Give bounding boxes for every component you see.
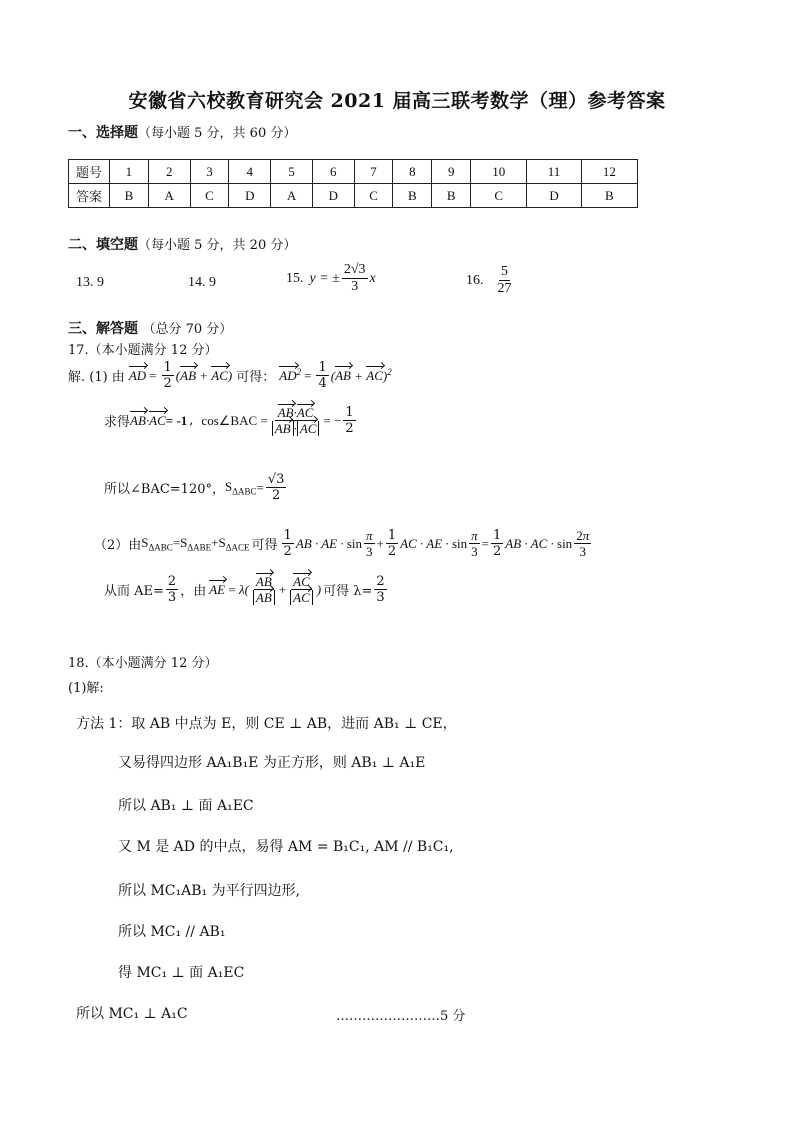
q18-score: ……………………5 分: [336, 1009, 466, 1024]
answer-table-cell: A: [271, 184, 313, 208]
answer-table-cell: C: [354, 184, 393, 208]
answer-15-label: 15.: [286, 270, 304, 286]
q17-result-line: 求得 AB·AC = -1 , cos∠BAC = $\frac{AB\cdot AC}{AB \cdot AC}$ = − $\frac{1}{2}$: [104, 405, 354, 436]
answer-table-cell: 4: [229, 160, 271, 184]
q17-pi3-a: $\frac{\pi}{3}$: [366, 528, 373, 559]
q17-eq-sign-2: =: [304, 367, 312, 383]
q17-vector-ad: AD: [128, 367, 147, 383]
q17-lambda-text: 可得 λ=: [323, 584, 373, 599]
q17-ae-mid: ，由: [180, 584, 207, 599]
section-choice-note: （每小题 5 分，共 60 分）: [138, 126, 297, 141]
q17-ae-fraction: $\frac{2}{3}$: [167, 574, 177, 605]
section-choice-heading: [68, 122, 296, 142]
q17-part1-mid: 可得：: [236, 370, 276, 385]
answer-table-cell: C: [190, 184, 229, 208]
answer-13: 13. 9: [76, 275, 104, 290]
q17-cos-label: cos∠BAC =: [201, 412, 268, 428]
section-solution-heading: [68, 318, 232, 338]
answer-table-cell: C: [471, 184, 527, 208]
q17-ae-text: 从而 AE=: [104, 584, 164, 599]
q17-2pi3: $\frac{2\pi}{3}$: [576, 528, 590, 559]
q17-area-label: $S_{\Delta ABC}$: [225, 478, 257, 497]
answer-table-cell: 3: [190, 160, 229, 184]
q17-term-a: AB · AE · sin: [295, 535, 363, 551]
q18-line5: 所以 MC₁AB₁ 为平行四边形,: [118, 883, 301, 899]
page-title: 安徽省六校教育研究会 2021 届高三联考数学（理）参考答案: [128, 90, 666, 112]
answer-table-cell: B: [432, 184, 471, 208]
q17-angle-text: 所以∠BAC=120°，: [104, 482, 225, 497]
section-fill-heading: [68, 234, 296, 254]
q17-half-num: 1: [345, 405, 354, 420]
q17-result-prefix: 求得: [104, 415, 131, 430]
q17-vector-ad-squared: $AD^2$: [279, 366, 302, 384]
q17-part1-line: [68, 360, 392, 391]
answer-15-lhs: y = ±: [309, 270, 340, 286]
q17-angle-line: [104, 472, 288, 503]
q18-line6: 所以 MC₁ // AB₁: [118, 924, 226, 940]
answer-16-label: 16.: [466, 272, 484, 288]
answer-table-cell: D: [229, 184, 271, 208]
q17-ae-line: 从而 AE= $\frac{2}{3}$ ，由 AE = λ( $\frac{AB}{AB}$ + $\frac{AC}{AC}$ ) 可得 λ= $\frac{2}{3}$: [104, 574, 385, 605]
answer-15-numerator: 2√3: [343, 262, 366, 277]
q17-area-fraction: [266, 472, 287, 503]
q17-unit-ab: $\frac{AB}{AB}$: [251, 574, 277, 605]
q18-header: 18.（本小题满分 12 分）: [68, 656, 218, 671]
q17-part2-line: （2）由 $S_{\Delta ABC}=S_{\Delta ABE}+S_{\Delta ACE}$ 可得 $\frac{1}{2}$ AB · AE · sin $\frac{\pi}{3}$ + $\frac{1}{2}$ AC · AE · sin $\frac{\pi}{3}$ = $\frac{1}{2}$ AB · AC · sin $\frac{2\pi}{3}$: [94, 528, 590, 559]
answer-16-fraction: [496, 264, 514, 297]
answer-table-cell: B: [110, 184, 149, 208]
q17-part1-prefix: 解. (1) 由: [68, 370, 125, 385]
q17-unit-ac: $\frac{AC}{AC}$: [288, 574, 315, 605]
q17-eq-sign: =: [149, 367, 157, 383]
q18-line2: 又易得四边形 AA₁B₁E 为正方形，则 AB₁ ⊥ A₁E: [118, 755, 426, 771]
answer-table-answer-row: [69, 184, 638, 208]
q17-quarter-fraction: $\frac{1}{4}$: [318, 360, 327, 391]
q17-area-num: √3: [267, 472, 285, 487]
q17-half-a: $\frac{1}{2}$: [283, 528, 292, 559]
q17-half-den: 2: [345, 421, 354, 436]
q17-area-sum: $S_{\Delta ABC}=S_{\Delta ABE}+S_{\Delta ACE}$: [141, 534, 250, 553]
answer-table-cell: 11: [527, 160, 581, 184]
q18-line3: 所以 AB₁ ⊥ 面 A₁EC: [118, 798, 254, 814]
q18-line8: 所以 MC₁ ⊥ A₁C: [76, 1006, 188, 1022]
answer-14: 14. 9: [188, 275, 216, 290]
answer-table-answer-header: 答案: [69, 184, 110, 208]
answer-table-cell: A: [148, 184, 190, 208]
q17-term-c: AB · AC · sin: [505, 535, 573, 551]
section-solution-note: （总分 70 分）: [142, 322, 233, 337]
q18-part1: (1)解:: [68, 681, 104, 696]
q17-cos-half: [343, 405, 355, 436]
q17-lambda-fraction: $\frac{2}{3}$: [376, 574, 385, 605]
q17-term-b: AC · AE · sin: [400, 535, 468, 551]
answer-table-cell: 2: [148, 160, 190, 184]
q17-area-den: 2: [272, 488, 281, 503]
section-fill-note: （每小题 5 分，共 20 分）: [138, 238, 297, 253]
answer-table-cell: 10: [471, 160, 527, 184]
q17-part2-prefix: （2）由: [94, 538, 142, 553]
q17-pi3-b: $\frac{\pi}{3}$: [471, 528, 478, 559]
q17-dot-value: = -1: [165, 412, 188, 428]
answer-table-cell: 8: [393, 160, 432, 184]
section-solution-title: 三、解答题: [68, 321, 138, 337]
answer-table-cell: D: [527, 184, 581, 208]
answer-table-cell: 5: [271, 160, 313, 184]
answer-table-cell: D: [312, 184, 354, 208]
answer-15: [286, 262, 376, 295]
q18-line7: 得 MC₁ ⊥ 面 A₁EC: [118, 965, 245, 981]
answer-table-cell: 6: [312, 160, 354, 184]
q17-half-fraction: $\frac{1}{2}$: [163, 360, 172, 391]
q17-vector-sum: (AB + AC): [175, 367, 233, 383]
q18-line4: 又 M 是 AD 的中点，易得 AM = B₁C₁, AM // B₁C₁,: [118, 839, 454, 855]
answer-15-variable: x: [369, 270, 376, 286]
answer-16-numerator: 5: [501, 264, 508, 279]
answer-16-denominator: 27: [497, 281, 512, 296]
answer-table-cell: 12: [581, 160, 637, 184]
q17-half-b: $\frac{1}{2}$: [387, 528, 397, 559]
q17-vector-sum-squared: (AB + AC)$^2$: [330, 366, 392, 384]
answer-table-cell: 7: [354, 160, 393, 184]
q17-part2-mid: 可得: [251, 538, 278, 553]
q17-cos-value: = −: [323, 412, 342, 428]
answer-table-number-row: [69, 160, 638, 184]
q17-half-c: $\frac{1}{2}$: [492, 528, 502, 559]
q17-ae-vector: AE = λ(: [209, 581, 249, 597]
answer-15-denominator: 3: [351, 279, 359, 294]
answer-table-cell: B: [581, 184, 637, 208]
answer-16: [466, 264, 516, 297]
answer-15-fraction: [342, 262, 368, 295]
q17-header: 17.（本小题满分 12 分）: [68, 343, 218, 358]
answer-table-cell: 9: [432, 160, 471, 184]
q18-line1: 方法 1：取 AB 中点为 E，则 CE ⊥ AB，进而 AB₁ ⊥ CE，: [76, 716, 457, 732]
answer-table-number-header: 题号: [69, 160, 110, 184]
answer-table-cell: B: [393, 184, 432, 208]
q17-area-eq: =: [256, 479, 264, 495]
q17-dot-product: AB·AC: [130, 412, 166, 428]
section-choice-title: 一、选择题: [68, 125, 138, 141]
section-fill-title: 二、填空题: [68, 237, 138, 253]
answer-table-cell: 1: [110, 160, 149, 184]
q17-cos-fraction: $\frac{AB\cdot AC}{AB \cdot AC}$: [270, 405, 322, 436]
answer-table: [68, 159, 638, 208]
